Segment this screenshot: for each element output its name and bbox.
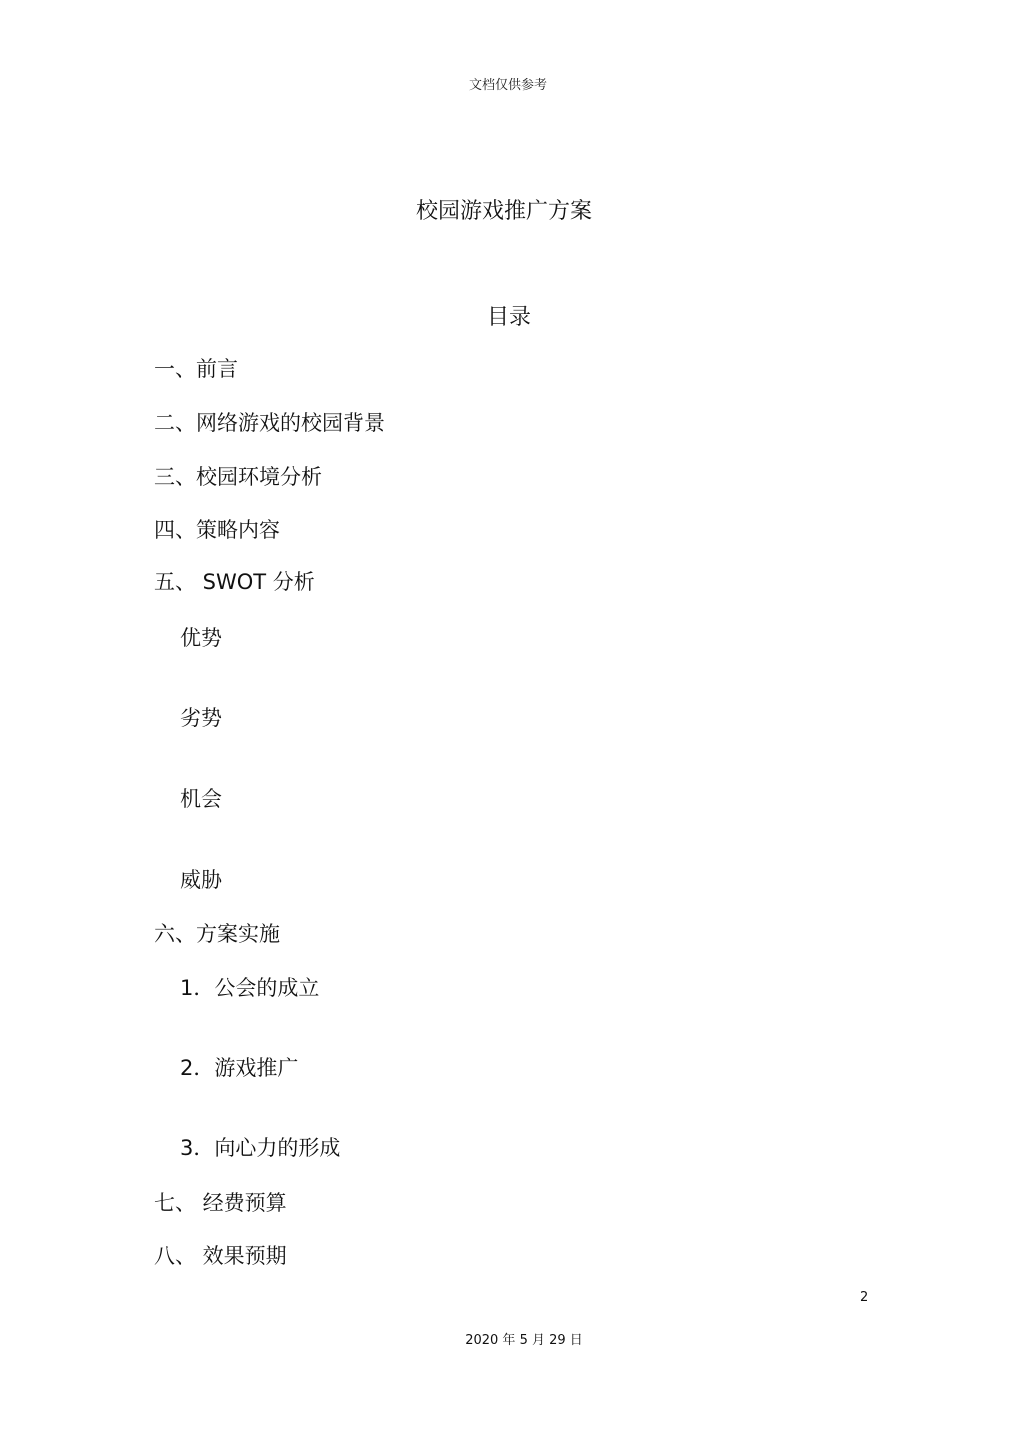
toc-item-preface: 一、前言	[154, 357, 238, 381]
header-note: 文档仅供参考	[468, 78, 547, 93]
toc-item-implementation: 六、方案实施	[154, 922, 280, 946]
toc-heading: 目录	[486, 305, 531, 330]
toc-subitem-opportunities: 机会	[180, 787, 222, 811]
document-title: 校园游戏推广方案	[415, 199, 592, 224]
toc-subitem-strengths: 优势	[180, 626, 222, 650]
toc-item-expected-results: 八、 效果预期	[154, 1244, 287, 1268]
toc-item-campus-background: 二、网络游戏的校园背景	[154, 411, 385, 435]
toc-item-swot: 五、 SWOT 分析	[154, 570, 315, 594]
toc-subitem-guild: 1．公会的成立	[180, 976, 320, 1000]
footer-date: 2020 年 5 月 29 日	[465, 1333, 583, 1348]
toc-subitem-threats: 威胁	[180, 868, 222, 892]
toc-item-strategy: 四、策略内容	[154, 518, 280, 542]
toc-item-budget: 七、 经费预算	[154, 1191, 287, 1215]
toc-subitem-weaknesses: 劣势	[180, 706, 222, 730]
page-number: 2	[860, 1290, 869, 1305]
toc-subitem-promotion: 2．游戏推广	[180, 1056, 299, 1080]
toc-subitem-cohesion: 3．向心力的形成	[180, 1136, 341, 1160]
toc-item-environment-analysis: 三、校园环境分析	[154, 465, 322, 489]
